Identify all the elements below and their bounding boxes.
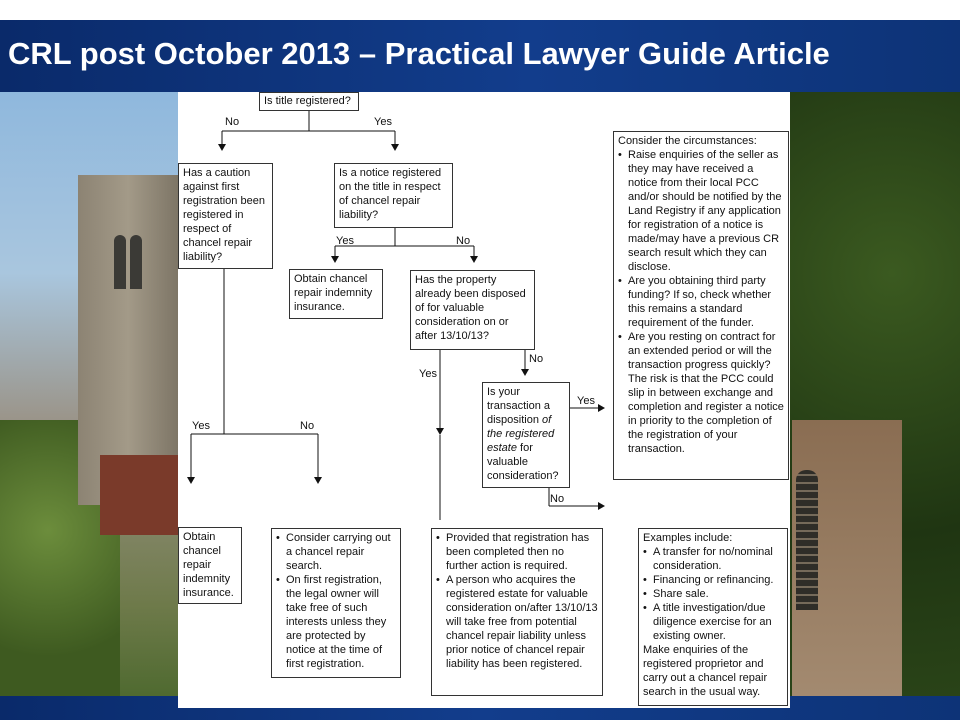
arrowhead — [521, 369, 529, 376]
label-no-notice: No — [456, 235, 471, 247]
circumstances-item: • Are you obtaining third party funding? If so, check whether this remains a standard requirement of the funder. — [618, 274, 784, 330]
disposed-question-text: Has the property already been disposed of for valuable consideration on or after 13/10/13? — [415, 274, 526, 342]
transaction-question-box — [482, 382, 570, 488]
label-yes-notice: Yes — [336, 235, 354, 247]
label-no-caution: No — [300, 420, 315, 432]
examples-heading: Examples include: — [643, 532, 733, 544]
carry-search-item: • On first registration, the legal owner will take free of such interests unless they are protected by notice at the time of first registration. — [276, 573, 396, 671]
circumstances-list — [618, 148, 784, 456]
upper-insurance-text: Obtain chancel repair indemnity insurance. — [294, 273, 373, 313]
start-question: Is title registered? — [264, 95, 351, 107]
provided-item: • A person who acquires the registered estate for valuable consideration on/after 13/10/13 will take free from potential chancel repair liability unless prior notice of chancel repair liability has been registered. — [436, 573, 598, 671]
arrowhead — [314, 477, 322, 484]
arrowhead — [598, 404, 605, 412]
lower-insurance-box — [178, 527, 242, 604]
transaction-question-text-end: for valuable consideration? — [487, 442, 559, 482]
label-yes-top: Yes — [374, 116, 392, 128]
examples-item: • A title investigation/due diligence exercise for an existing owner. — [643, 601, 783, 643]
examples-item: • A transfer for no/nominal consideration. — [643, 545, 783, 573]
label-no-transaction: No — [550, 493, 565, 505]
carry-search-item: • Consider carrying out a chancel repair search. — [276, 531, 396, 573]
circumstances-heading: Consider the circumstances: — [618, 135, 757, 147]
label-yes-caution: Yes — [192, 420, 210, 432]
arrowhead — [436, 428, 444, 435]
arrowhead — [331, 256, 339, 263]
examples-item: • Financing or refinancing. — [643, 573, 783, 587]
provided-box — [431, 528, 603, 696]
examples-box — [638, 528, 788, 706]
disposed-question-box — [410, 270, 535, 350]
examples-item: • Share sale. — [643, 587, 783, 601]
circumstances-item: • Are you resting on contract for an extended period or will the transaction progress quickly? The risk is that the PCC could slip in between exchange and completion and register a notice in priority to the completion of the registration of your transaction. — [618, 330, 784, 456]
arrowhead — [470, 256, 478, 263]
notice-question-box — [334, 163, 453, 228]
caution-question-text: Has a caution against first registration been registered in respect of chancel repair liability? — [183, 167, 265, 263]
label-yes-transaction: Yes — [577, 395, 595, 407]
provided-list — [436, 531, 598, 671]
examples-list — [643, 545, 783, 643]
transaction-question-italic: of the registered estate — [487, 414, 555, 454]
transaction-question-text: Is your transaction a disposition — [487, 386, 550, 426]
arrowhead — [218, 144, 226, 151]
label-no-disposed: No — [529, 353, 544, 365]
carry-search-box — [271, 528, 401, 678]
start-box — [259, 92, 359, 111]
circumstances-item: • Raise enquiries of the seller as they may have received a notice from their local PCC and/or should be notified by the Land Registry if any application for registration of a notice is made/may have a previous CR search result which they can disclose. — [618, 148, 784, 274]
slide-title: CRL post October 2013 – Practical Lawyer Guide Article — [8, 36, 830, 71]
arrowhead — [598, 502, 605, 510]
lower-insurance-text: Obtain chancel repair indemnity insurance. — [183, 531, 234, 599]
caution-question-box — [178, 163, 273, 269]
arrowhead — [187, 477, 195, 484]
examples-footer: Make enquiries of the registered proprietor and carry out a chancel repair search in the usual way. — [643, 644, 768, 698]
arrowhead — [391, 144, 399, 151]
provided-item: • Provided that registration has been completed then no further action is required. — [436, 531, 598, 573]
upper-insurance-box — [289, 269, 383, 319]
label-yes-disposed: Yes — [419, 368, 437, 380]
label-no-top: No — [225, 116, 240, 128]
notice-question-text: Is a notice registered on the title in respect of chancel repair liability? — [339, 167, 442, 221]
circumstances-box — [613, 131, 789, 480]
carry-search-list — [276, 531, 396, 671]
